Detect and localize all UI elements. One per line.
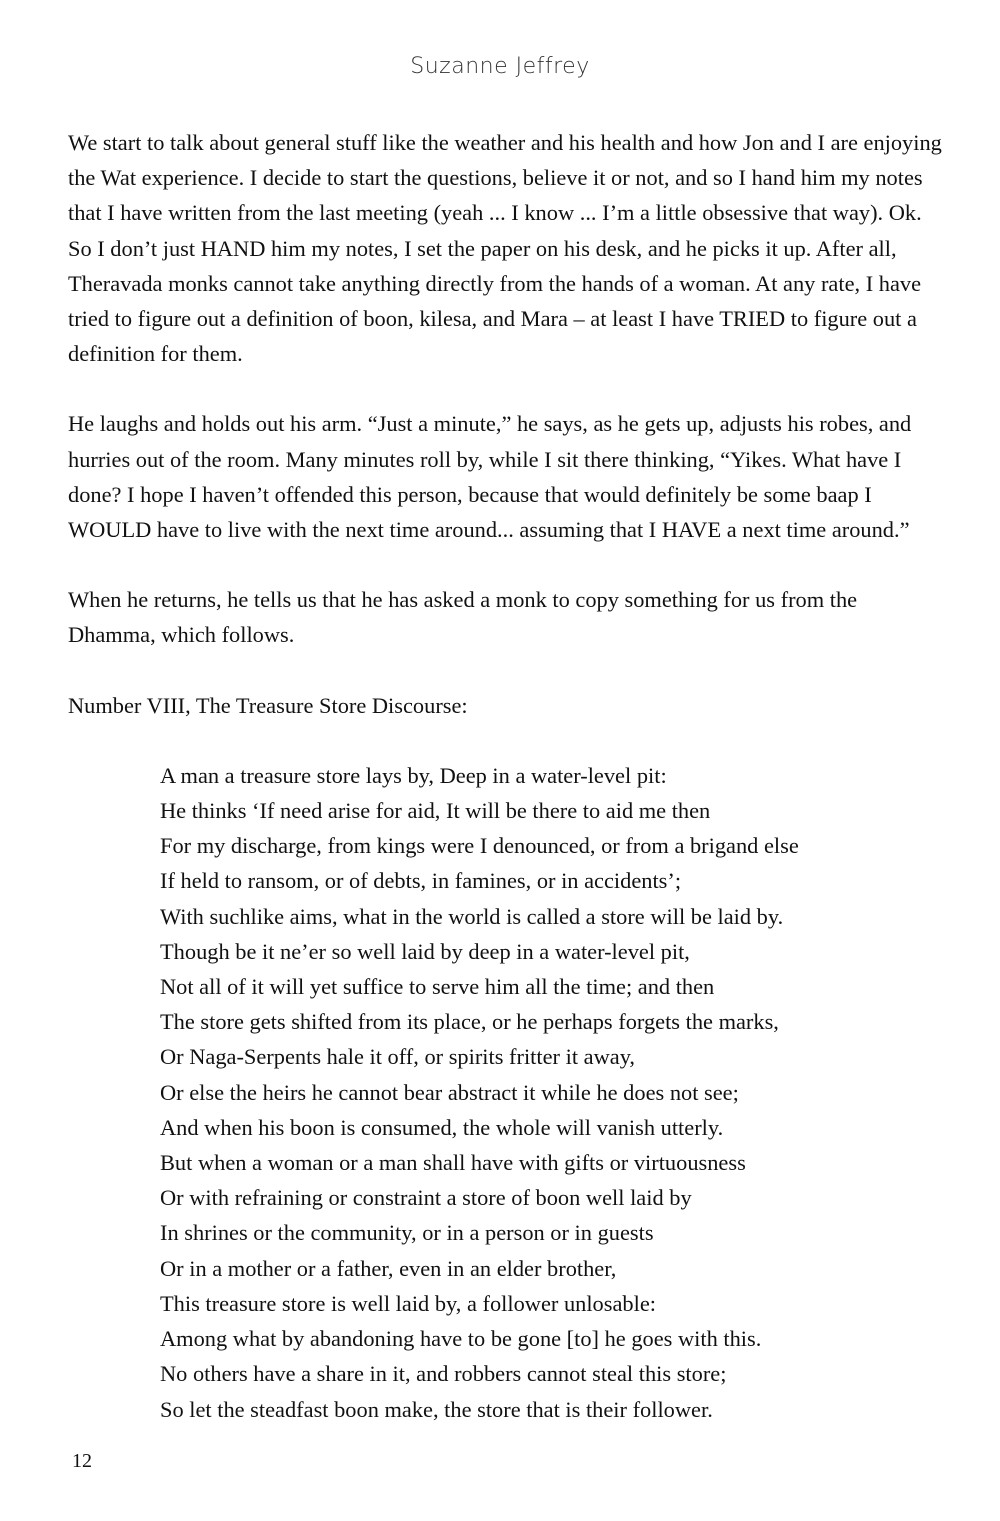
poem-line: If held to ransom, or of debts, in famines, or in accidents’; [160,868,682,894]
poem-line: Or else the heirs he cannot bear abstract it while he does not see; [160,1079,739,1105]
poem-line: But when a woman or a man shall have with gifts or virtuousness [160,1150,746,1176]
paragraph: He laughs and holds out his arm. “Just a minute,” he says, as he gets up, adjusts his robes, and hurries out of the room. Many minutes roll by, while I sit there thinking, “Yikes. What have I done? I hope I haven’t offended this person, because that would definitely be some baap I WOULD have to live with the next time around... assuming that I HAVE a next time around.” [68,411,912,543]
paragraph: When he returns, he tells us that he has asked a monk to copy something for us from the Dhamma, which follows. [68,587,858,648]
poem-line: No others have a share in it, and robbers cannot steal this store; [160,1361,727,1387]
paragraph: We start to talk about general stuff like the weather and his health and how Jon and I are enjoying the Wat experience. I decide to start the questions, believe it or not, and so I hand him my notes that I have written from the last meeting (yeah ... I know ... I’m a little obsessive that way). Ok. So I don’t just HAND him my notes, I set the paper on his desk, and he picks it up. After all, Theravada monks cannot take anything directly from the hands of a woman. At any rate, I have tried to figure out a definition of boon, kilesa, and Mara – at least I have TRIED to figure out a definition for them. [68,130,942,367]
page-number: 12 [72,1450,92,1472]
poem-line: A man a treasure store lays by, Deep in a water-level pit: [160,762,667,788]
poem-line: So let the steadfast boon make, the store that is their follower. [160,1396,713,1422]
poem-title: Number VIII, The Treasure Store Discourse: [68,692,468,718]
poem-line: In shrines or the community, or in a person or in guests [160,1220,654,1246]
poem-line: Or with refraining or constraint a store of boon well laid by [160,1185,692,1211]
poem-line: Or Naga-Serpents hale it off, or spirits fritter it away, [160,1044,636,1070]
poem-line: And when his boon is consumed, the whole will vanish utterly. [160,1114,724,1140]
poem-line: Among what by abandoning have to be gone [to] he goes with this. [160,1326,762,1352]
poem-line: Not all of it will yet suffice to serve him all the time; and then [160,974,715,1000]
body-text [68,125,948,1427]
poem-line: He thinks ‘If need arise for aid, It will be there to aid me then [160,798,711,824]
poem-line: For my discharge, from kings were I denounced, or from a brigand else [160,833,799,859]
poem [160,758,948,1427]
running-header-author: Suzanne Jeffrey [410,54,590,79]
poem-line: With suchlike aims, what in the world is called a store will be laid by. [160,903,784,929]
poem-line: Or in a mother or a father, even in an elder brother, [160,1255,617,1281]
poem-line: This treasure store is well laid by, a follower unlosable: [160,1290,656,1316]
poem-line: The store gets shifted from its place, or he perhaps forgets the marks, [160,1009,779,1035]
poem-line: Though be it ne’er so well laid by deep in a water-level pit, [160,938,690,964]
